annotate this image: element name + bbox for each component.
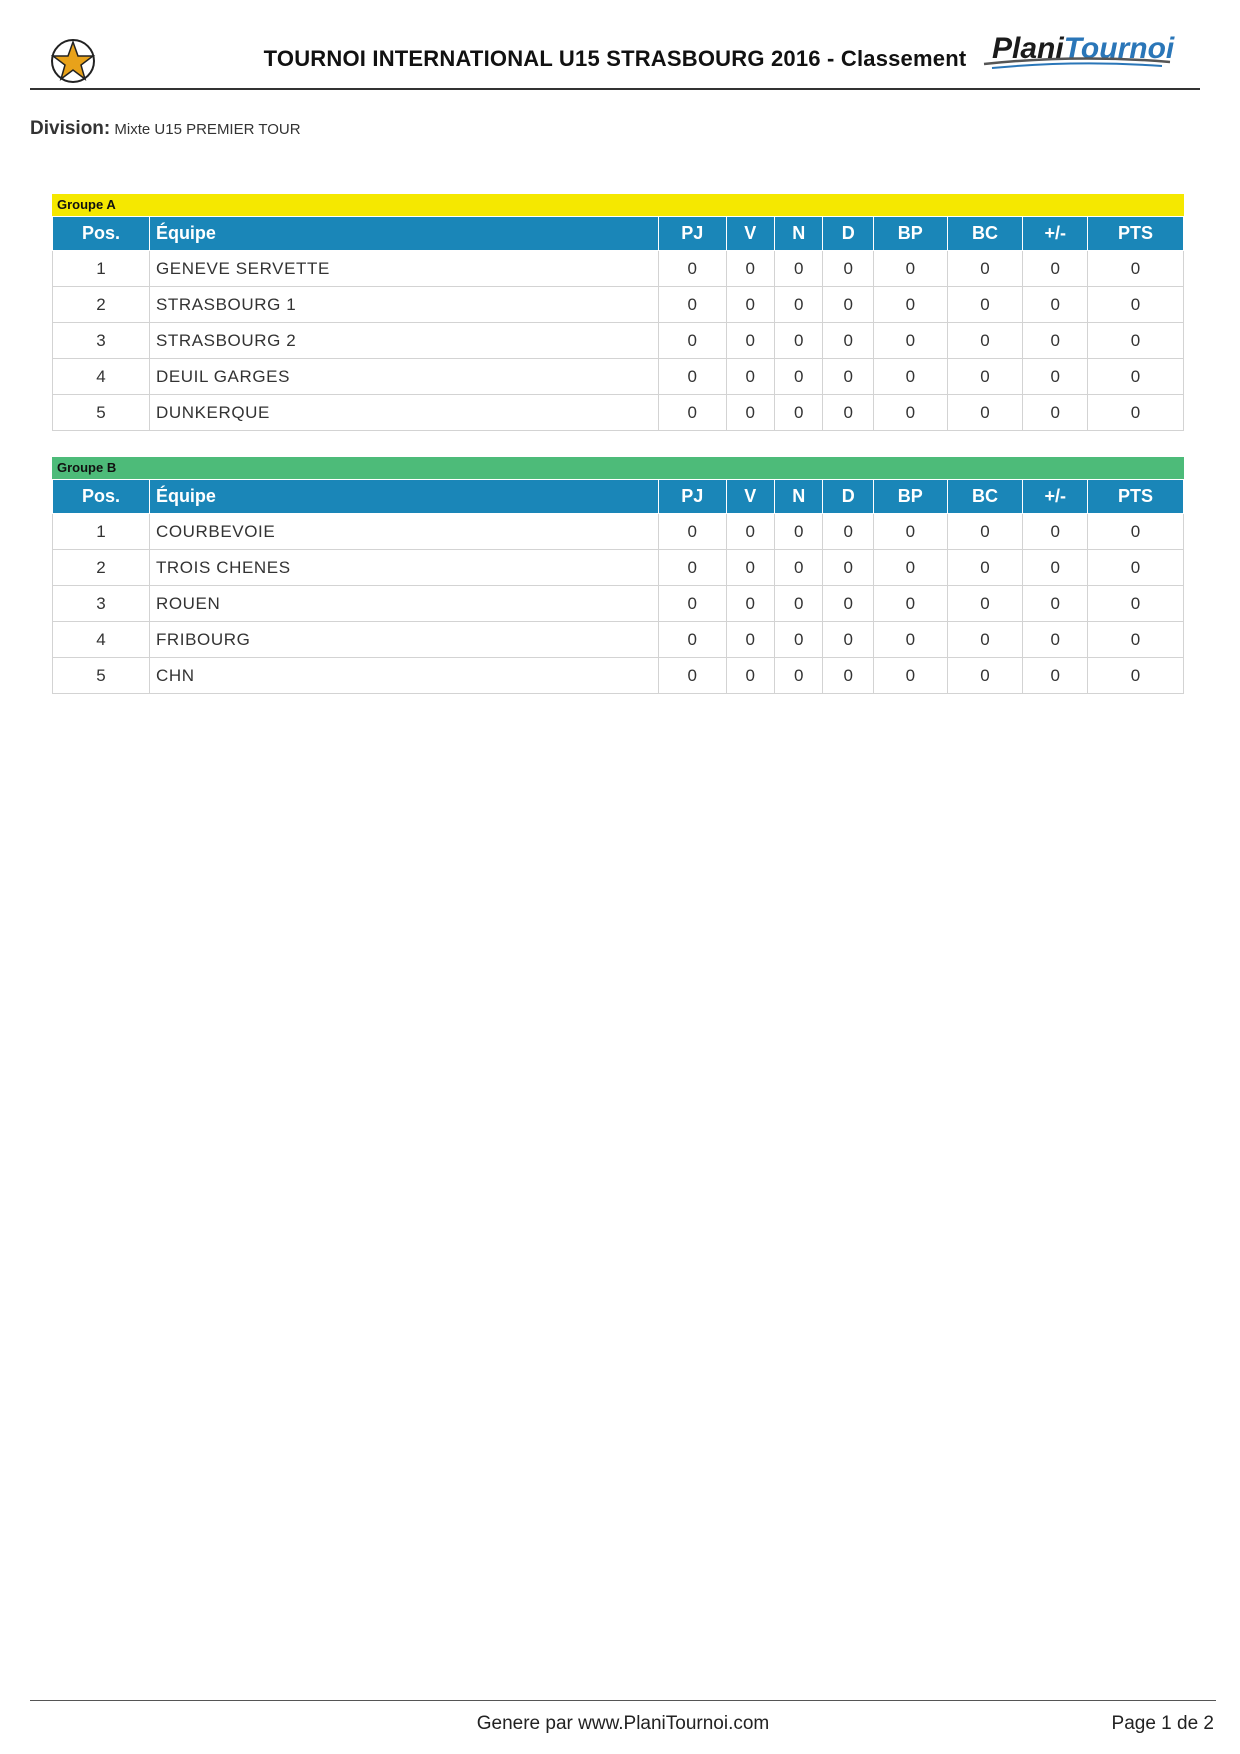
- stat-cell: 0: [823, 323, 873, 359]
- group-title-bar: Groupe B: [52, 457, 1184, 479]
- stat-cell: 0: [823, 658, 873, 694]
- stat-cell: 0: [726, 323, 774, 359]
- table-row: [53, 395, 1184, 431]
- stat-cell: 0: [823, 287, 873, 323]
- table-header-row: [53, 480, 1184, 514]
- position-cell: 2: [53, 287, 150, 323]
- column-header: PTS: [1088, 480, 1184, 514]
- logo-text-plani: Plani: [992, 32, 1064, 65]
- column-header: BC: [947, 217, 1023, 251]
- stat-cell: 0: [658, 395, 726, 431]
- position-cell: 4: [53, 359, 150, 395]
- stat-cell: 0: [947, 658, 1023, 694]
- stat-cell: 0: [947, 287, 1023, 323]
- stat-cell: 0: [823, 251, 873, 287]
- position-cell: 1: [53, 251, 150, 287]
- stat-cell: 0: [823, 586, 873, 622]
- stat-cell: 0: [726, 395, 774, 431]
- column-header: BP: [873, 480, 947, 514]
- table-row: [53, 586, 1184, 622]
- stat-cell: 0: [823, 622, 873, 658]
- stat-cell: 0: [1023, 323, 1088, 359]
- stat-cell: 0: [1088, 622, 1184, 658]
- stat-cell: 0: [658, 586, 726, 622]
- stat-cell: 0: [1023, 287, 1088, 323]
- stat-cell: 0: [873, 622, 947, 658]
- stat-cell: 0: [947, 514, 1023, 550]
- stat-cell: 0: [1088, 586, 1184, 622]
- stat-cell: 0: [947, 622, 1023, 658]
- stat-cell: 0: [873, 550, 947, 586]
- column-header: Équipe: [149, 480, 658, 514]
- stat-cell: 0: [1088, 514, 1184, 550]
- stat-cell: 0: [726, 586, 774, 622]
- column-header: PTS: [1088, 217, 1184, 251]
- team-cell: STRASBOURG 2: [149, 323, 658, 359]
- stat-cell: 0: [1088, 359, 1184, 395]
- stat-cell: 0: [947, 550, 1023, 586]
- stat-cell: 0: [775, 251, 823, 287]
- stat-cell: 0: [775, 359, 823, 395]
- stat-cell: 0: [873, 287, 947, 323]
- stat-cell: 0: [1023, 586, 1088, 622]
- stat-cell: 0: [947, 395, 1023, 431]
- column-header: +/-: [1023, 217, 1088, 251]
- stat-cell: 0: [1023, 359, 1088, 395]
- standings-table: [52, 216, 1184, 431]
- standings-table: [52, 479, 1184, 694]
- column-header: N: [775, 217, 823, 251]
- stat-cell: 0: [1088, 550, 1184, 586]
- stat-cell: 0: [873, 586, 947, 622]
- team-cell: FRIBOURG: [149, 622, 658, 658]
- table-row: [53, 658, 1184, 694]
- team-cell: ROUEN: [149, 586, 658, 622]
- team-cell: DUNKERQUE: [149, 395, 658, 431]
- stat-cell: 0: [726, 359, 774, 395]
- table-row: [53, 287, 1184, 323]
- stat-cell: 0: [658, 287, 726, 323]
- stat-cell: 0: [658, 550, 726, 586]
- logo-swoosh-icon: [982, 56, 1172, 70]
- stat-cell: 0: [726, 287, 774, 323]
- stat-cell: 0: [947, 323, 1023, 359]
- stat-cell: 0: [1023, 251, 1088, 287]
- column-header: Pos.: [53, 480, 150, 514]
- column-header: Pos.: [53, 217, 150, 251]
- page-number: Page 1 de 2: [1111, 1713, 1214, 1734]
- stat-cell: 0: [658, 251, 726, 287]
- table-row: [53, 323, 1184, 359]
- table-header-row: [53, 217, 1184, 251]
- position-cell: 1: [53, 514, 150, 550]
- stat-cell: 0: [775, 323, 823, 359]
- stat-cell: 0: [1088, 251, 1184, 287]
- stat-cell: 0: [1023, 514, 1088, 550]
- planitournoi-logo: [976, 32, 1176, 72]
- stat-cell: 0: [873, 395, 947, 431]
- group-0: [52, 194, 1184, 431]
- column-header: D: [823, 217, 873, 251]
- group-1: [52, 457, 1184, 694]
- team-cell: STRASBOURG 1: [149, 287, 658, 323]
- column-header: V: [726, 217, 774, 251]
- logo-text-tournoi: Tournoi: [1063, 32, 1175, 65]
- stat-cell: 0: [947, 359, 1023, 395]
- column-header: +/-: [1023, 480, 1088, 514]
- team-cell: COURBEVOIE: [149, 514, 658, 550]
- position-cell: 4: [53, 622, 150, 658]
- stat-cell: 0: [658, 658, 726, 694]
- stat-cell: 0: [726, 622, 774, 658]
- column-header: PJ: [658, 217, 726, 251]
- stat-cell: 0: [775, 622, 823, 658]
- stat-cell: 0: [823, 359, 873, 395]
- page-header: [30, 30, 1200, 90]
- page-title: TOURNOI INTERNATIONAL U15 STRASBOURG 2016 - Classement: [263, 46, 967, 71]
- stat-cell: 0: [1023, 550, 1088, 586]
- generated-by: Genere par www.PlaniTournoi.com: [476, 1713, 770, 1734]
- stat-cell: 0: [873, 359, 947, 395]
- stat-cell: 0: [726, 550, 774, 586]
- stat-cell: 0: [658, 323, 726, 359]
- stat-cell: 0: [658, 359, 726, 395]
- table-row: [53, 514, 1184, 550]
- position-cell: 3: [53, 586, 150, 622]
- stat-cell: 0: [823, 550, 873, 586]
- column-header: BP: [873, 217, 947, 251]
- team-cell: DEUIL GARGES: [149, 359, 658, 395]
- stat-cell: 0: [726, 658, 774, 694]
- division-line: [30, 118, 301, 140]
- table-row: [53, 359, 1184, 395]
- page-footer: [30, 1700, 1216, 1741]
- position-cell: 5: [53, 395, 150, 431]
- division-label: Division:: [30, 118, 111, 139]
- stat-cell: 0: [775, 550, 823, 586]
- stat-cell: 0: [1023, 622, 1088, 658]
- stat-cell: 0: [1023, 395, 1088, 431]
- team-cell: TROIS CHENES: [149, 550, 658, 586]
- stat-cell: 0: [775, 514, 823, 550]
- stat-cell: 0: [873, 251, 947, 287]
- stat-cell: 0: [823, 514, 873, 550]
- stat-cell: 0: [775, 658, 823, 694]
- stat-cell: 0: [775, 287, 823, 323]
- stat-cell: 0: [1088, 395, 1184, 431]
- position-cell: 3: [53, 323, 150, 359]
- stat-cell: 0: [823, 395, 873, 431]
- stat-cell: 0: [1088, 323, 1184, 359]
- stat-cell: 0: [1023, 658, 1088, 694]
- group-title-bar: Groupe A: [52, 194, 1184, 216]
- team-cell: GENEVE SERVETTE: [149, 251, 658, 287]
- stat-cell: 0: [873, 323, 947, 359]
- stat-cell: 0: [775, 395, 823, 431]
- team-cell: CHN: [149, 658, 658, 694]
- stat-cell: 0: [658, 514, 726, 550]
- stat-cell: 0: [873, 514, 947, 550]
- table-row: [53, 622, 1184, 658]
- stat-cell: 0: [658, 622, 726, 658]
- position-cell: 5: [53, 658, 150, 694]
- stat-cell: 0: [947, 251, 1023, 287]
- division-value: Mixte U15 PREMIER TOUR: [114, 121, 301, 138]
- column-header: N: [775, 480, 823, 514]
- stat-cell: 0: [947, 586, 1023, 622]
- stat-cell: 0: [1088, 287, 1184, 323]
- column-header: PJ: [658, 480, 726, 514]
- stat-cell: 0: [1088, 658, 1184, 694]
- table-row: [53, 550, 1184, 586]
- stat-cell: 0: [873, 658, 947, 694]
- stat-cell: 0: [775, 586, 823, 622]
- column-header: Équipe: [149, 217, 658, 251]
- stat-cell: 0: [726, 251, 774, 287]
- column-header: V: [726, 480, 774, 514]
- column-header: BC: [947, 480, 1023, 514]
- table-row: [53, 251, 1184, 287]
- stat-cell: 0: [726, 514, 774, 550]
- position-cell: 2: [53, 550, 150, 586]
- column-header: D: [823, 480, 873, 514]
